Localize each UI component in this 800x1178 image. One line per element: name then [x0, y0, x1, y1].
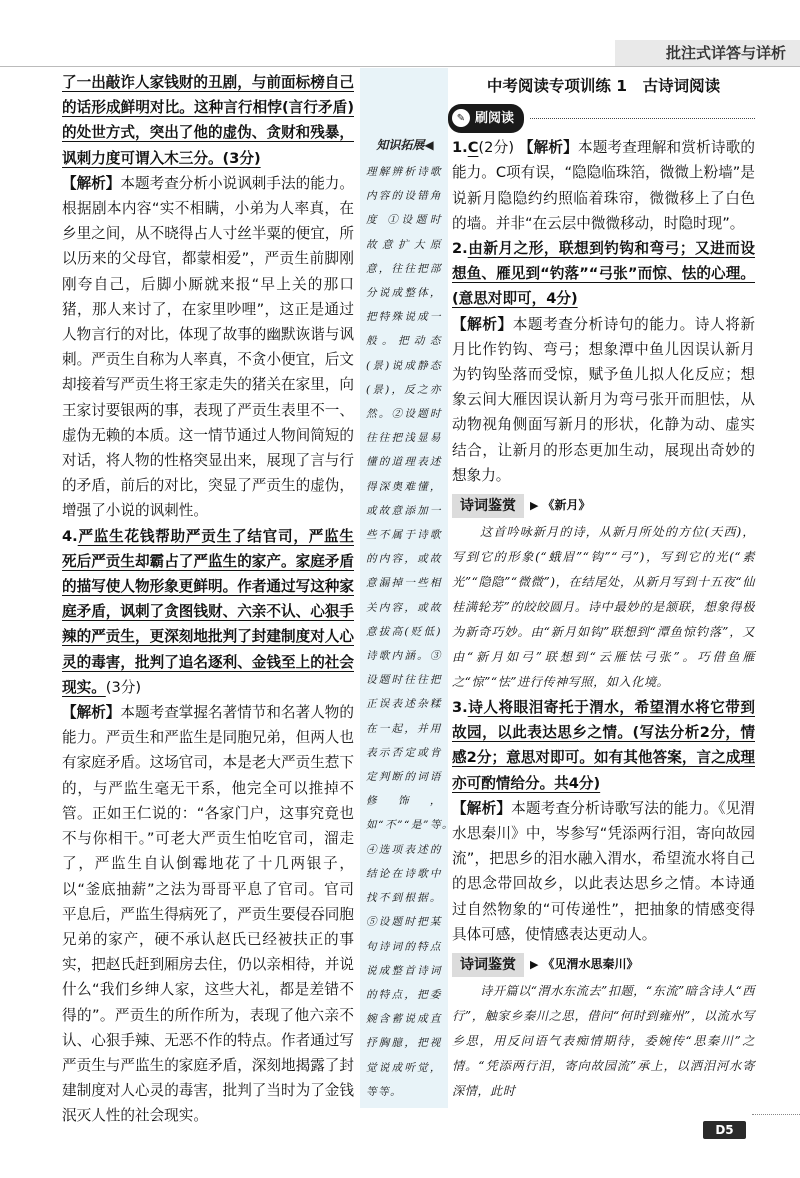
- appreciation-text-1: 这首吟咏新月的诗，从新月所处的方位(天西)，写到它的形象(“蛾眉”“钩”“弓”)，写到它的光(“素光”“隐隐”“微微”)，在结尾处，从新月写到十五夜“仙桂满轮芳”的皎皎圆月。诗中最妙的是颔联，想象得极为新奇巧妙。由“新月如钩”联想到“潭鱼惊钓落”，又由“新月如弓”联想到“云雁怯弓张”。巧借鱼雁之“惊”“怯”进行传神写照，如入化境。: [452, 525, 755, 690]
- appreciation-title: 《见渭水思秦川》: [542, 957, 639, 972]
- question-number: 3.: [452, 699, 468, 717]
- score-text: (3分): [105, 678, 142, 696]
- right-column: [452, 70, 755, 1104]
- appreciation-header-2: [452, 953, 755, 977]
- triangle-right-icon: ▶: [530, 958, 539, 972]
- question-4-answer: [62, 524, 354, 700]
- question-2-answer: [452, 236, 755, 312]
- appreciation-text-2: 诗开篇以“渭水东流去”扣题，“东流”暗含诗人“西行”，触家乡秦川之思，借问“何时到雍州”，以流水写乡思，用反问语气表痴情期待，委婉传“思秦川”之情。“凭添两行泪，寄向故园流”承上，以洒泪河水寄深情，此时: [452, 984, 755, 1099]
- analysis-label: 【解析】: [62, 704, 121, 722]
- analysis-text: 本题考查理解和赏析诗歌的能力。C项有误，“隐隐临珠箔，微微上粉墙”是说新月隐隐约约照临着珠帘，微微移上了白色的墙。并非“在云层中微微移动，时隐时现”。: [452, 139, 755, 232]
- brand-banner: [448, 105, 755, 131]
- appreciation-header-1: [452, 494, 755, 518]
- page-number: D5: [703, 1121, 746, 1139]
- analysis-text: 本题考查分析小说讽刺手法的能力。根据剧本内容“实不相瞒，小弟为人率真，在乡里之间，从不晓得占人寸丝半粟的便宜，所以历来的父母官，都蒙相爱”，严贡生前脚刚刚夸自己，后脚小厮就来报“早上关的那口猪，那人来讨了，在家里吵哩”，这正是通过人物言行的对比，体现了故事的幽默诙谐与讽刺。严贡生自称为人率真，不贪小便宜，后文却接着写严贡生将王家走失的猪关在家里，向王家讨要银两的事，表现了严贡生表里不一、虚伪无赖的本质。这一情节通过人物间简短的对话，将人物的性格突显出来，展现了言与行的矛盾，前后的对比，突显了严贡生的虚伪，增强了小说的讽刺性。: [62, 174, 354, 520]
- question-number: 4.: [62, 527, 78, 545]
- answer-text: 严监生花钱帮助严贡生了结官司，严监生死后严贡生却霸占了严监生的家产。家庭矛盾的描写使人物形象更鲜明。作者通过写这种家庭矛盾，讽刺了贪图钱财、六亲不认、心狠手辣的严贡生，更深刻地批判了封建制度对人心灵的毒害，批判了追名逐利、金钱至上的社会现实。: [62, 527, 354, 696]
- analysis-text: 本题考查分析诗歌写法的能力。《见渭水思秦川》中，岑参写“凭添两行泪，寄向故园流”，把思乡的泪水融入渭水，希望流水将自己的思念带回故乡，以此表达思乡之情。本诗通过自然物象的“可传递性”，把抽象的情感变得具体可感，使情感表达更动人。: [452, 799, 755, 943]
- knowledge-sidebar: [360, 68, 455, 1108]
- left-column: [62, 70, 354, 1129]
- analysis-text: 本题考查掌握名著情节和名著人物的能力。严贡生和严监生是同胞兄弟，但两人也有家庭矛盾。这场官司，本是老大严贡生惹下的，与严监生毫无干系，他完全可以推掉不管。正如王仁说的：“各家门户，这事究竟也不与你相干。”可老大严贡生怕吃官司，溜走了，严监生自认倒霉地花了十几两银子，以“釜底抽薪”之法为哥哥平息了官司。官司平息后，严监生得病死了，严贡生要侵吞同胞兄弟的家产，硬不承认赵氏已经被扶正的事实，把赵氏赶到厢房去住，仍以亲相待，并说什么“我们乡绅人家，这些大礼，都是差错不得的”。严贡生的所作所为，表现了他六亲不认、心狠手辣、无恶不作的特点。作者通过写严贡生与严监生的家庭矛盾，深刻地揭露了封建制度对人心灵的毒害，批判了当时为了金钱泯灭人性的社会现实。: [62, 704, 354, 1125]
- analysis-label: 【解析】: [518, 139, 578, 157]
- appreciation-label: 诗词鉴赏: [452, 953, 524, 977]
- brand-label: 刷阅读: [475, 110, 515, 126]
- analysis-label: 【解析】: [452, 315, 513, 333]
- triangle-right-icon: ▶: [530, 499, 539, 513]
- sidebar-body: 理解辨析诗歌内容的设错角度 ①设题时故意扩大原意，往往把部分说成整体，把特殊说成一般。把动态(景)说成静态(景)，反之亦然。②设题时往往把浅显易懂的道理表述得深奥难懂，或故意添加一些不属于诗歌的内容，或故意漏掉一些相关内容，或故意拔高(贬低)诗歌内涵。③设题时往往把正误表述杂糅在一起，并用表示否定或肯定判断的词语修饰，如“不”“是”等。④选项表述的结论在诗歌中找不到根据。⑤设题时把某句诗词的特点说成整首诗词的特点，把委婉含蓄说成直抒胸臆，把视觉说成听觉，等等。: [366, 166, 455, 1098]
- question-number: 2.: [452, 240, 468, 258]
- footer-divider: [752, 1114, 800, 1116]
- score-text: (2分): [478, 139, 515, 157]
- analysis-label: 【解析】: [62, 174, 121, 192]
- question-number: 1.: [452, 139, 468, 157]
- answer-3-tail: 了一出敲诈人家钱财的丑剧，与前面标榜自己的话形成鲜明对比。这种言行相悖(言行矛盾)的处世方式，突出了他的虚伪、贪财和残暴，讽刺力度可谓入木三分。(3分): [62, 74, 354, 167]
- analysis-2: [452, 312, 755, 488]
- book-icon: ✎: [452, 109, 470, 127]
- analysis-3: [62, 171, 354, 524]
- divider: [530, 118, 755, 119]
- analysis-4: [62, 700, 354, 1128]
- question-3-answer: [452, 695, 755, 796]
- answer-text: 诗人将眼泪寄托于渭水，希望渭水将它带到故园，以此表达思乡之情。(写法分析2分，情感2分；意思对即可。如有其他答案，言之成理亦可酌情给分。共4分): [452, 699, 755, 792]
- appreciation-label: 诗词鉴赏: [452, 494, 524, 518]
- brand-badge: [448, 104, 524, 133]
- answer-text: 由新月之形，联想到钓钩和弯弓；又进而设想鱼、雁见到“钓落”“弓张”而惊、怯的心理。(意思对即可，4分): [452, 240, 755, 308]
- analysis-text: 本题考查分析诗句的能力。诗人将新月比作钓钩、弯弓；想象潭中鱼儿因误认新月为钓钩坠落而受惊，赋予鱼儿拟人化反应；想象云间大雁因误认新月为弯弓张开而胆怯，从动物视角侧面写新月的形状，化静为动、虚实结合，让新月的形态更加生动，展现出奇妙的想象力。: [452, 315, 755, 484]
- header-rule: [0, 66, 800, 67]
- header-tag: 批注式详答与详析: [615, 40, 800, 66]
- question-1-answer: [452, 135, 755, 236]
- appreciation-title: 《新月》: [542, 498, 591, 513]
- analysis-3-right: [452, 796, 755, 947]
- answer-text: C: [467, 139, 479, 157]
- analysis-label: 【解析】: [452, 799, 512, 817]
- sidebar-heading: 知识拓展◀: [376, 138, 434, 152]
- section-title: 中考阅读专项训练 1 古诗词阅读: [486, 77, 721, 95]
